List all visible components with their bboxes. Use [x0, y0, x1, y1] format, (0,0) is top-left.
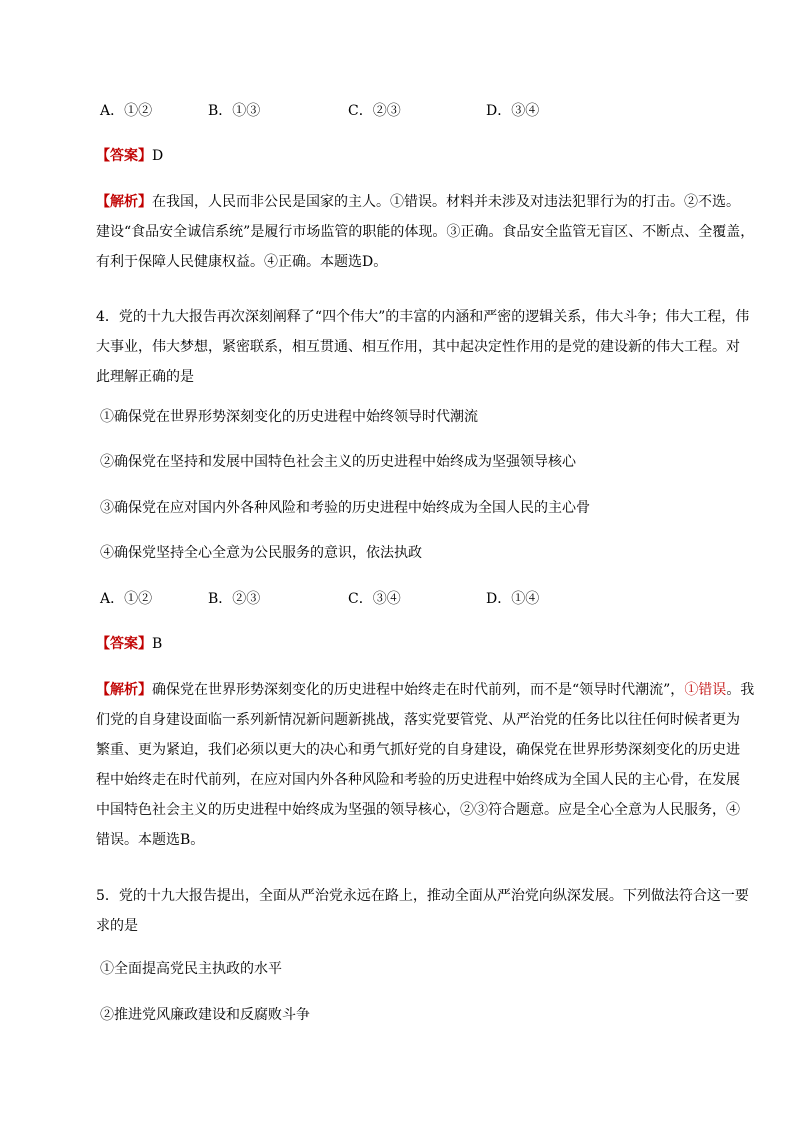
q4-option-a: A．①②: [100, 591, 153, 607]
q4-stem-line: 大事业，伟大梦想，紧密联系，相互贯通、相互作用，其中起决定性作用的是党的建设新的伟大工程。对: [96, 339, 740, 355]
q3-option-a: A．①②: [100, 103, 153, 119]
analysis-line: 建设“食品安全诚信系统”是履行市场监管的职能的体现。③正确。食品安全监管无盲区、不断点、全覆盖，: [96, 224, 755, 240]
analysis-tag: 【解析】: [96, 682, 152, 698]
analysis-line: 错误。本题选B。: [96, 832, 205, 848]
q5-stem: [96, 881, 749, 941]
analysis-highlight: ①错误: [684, 682, 727, 698]
analysis-line: 们党的自身建设面临一系列新情况新问题新挑战，落实党要管党、从严治党的任务比以往任何时候者更为: [96, 712, 740, 728]
q4-stem-line: 4．党的十九大报告再次深刻阐释了“四个伟大”的丰富的内涵和严密的逻辑关系，伟大斗争；伟大工程，伟: [96, 309, 750, 325]
q3-option-d: D．③④: [486, 103, 540, 119]
q3-options: [100, 101, 700, 121]
analysis-tag: 【解析】: [96, 194, 152, 210]
q5-stem-line: 求的是: [96, 918, 138, 934]
analysis-line: 繁重、更为紧迫，我们必须以更大的决心和勇气抓好党的自身建设，确保党在世界形势深刻变化的历史进: [96, 742, 740, 758]
q4-answer: [96, 634, 162, 654]
q4-options: [100, 589, 700, 609]
q4-option-b: B．②③: [208, 591, 261, 607]
q4-item-3: ③确保党在应对国内外各种风险和考验的历史进程中始终成为全国人民的主心骨: [100, 500, 590, 516]
q4-stem: [96, 302, 750, 392]
analysis-text: 。我: [726, 682, 755, 698]
q5-item-2: ②推进党风廉政建设和反腐败斗争: [100, 1007, 310, 1023]
answer-value: B: [152, 636, 163, 652]
q3-option-b: B．①③: [208, 103, 261, 119]
q4-option-c: C．③④: [348, 591, 401, 607]
q4-analysis: [96, 675, 755, 855]
q4-option-d: D．①④: [486, 591, 540, 607]
analysis-line: 中国特色社会主义的历史进程中始终成为坚强的领导核心，②③符合题意。应是全心全意为人民服务，④: [96, 802, 740, 818]
q3-answer: [96, 146, 163, 166]
q3-analysis: [96, 187, 755, 277]
q5-stem-line: 5．党的十九大报告提出，全面从严治党永远在路上，推动全面从严治党向纵深发展。下列做法符合这一要: [96, 888, 749, 904]
q4-item-2: ②确保党在坚持和发展中国特色社会主义的历史进程中始终成为坚强领导核心: [100, 454, 576, 470]
answer-tag: 【答案】: [96, 148, 152, 164]
answer-value: D: [152, 148, 164, 164]
analysis-text: 确保党在世界形势深刻变化的历史进程中始终走在时代前列，而不是“领导时代潮流”，: [152, 682, 685, 698]
answer-tag: 【答案】: [96, 636, 152, 652]
analysis-line: 有利于保障人民健康权益。④正确。本题选D。: [96, 254, 388, 270]
analysis-line: 程中始终走在时代前列，在应对国内外各种风险和考验的历史进程中始终成为全国人民的主心骨，在发展: [96, 772, 740, 788]
q3-option-c: C．②③: [348, 103, 401, 119]
q4-item-4: ④确保党坚持全心全意为公民服务的意识，依法执政: [100, 545, 422, 561]
q5-item-1: ①全面提高党民主执政的水平: [100, 961, 282, 977]
q4-item-1: ①确保党在世界形势深刻变化的历史进程中始终领导时代潮流: [100, 409, 478, 425]
q4-stem-line: 此理解正确的是: [96, 369, 194, 385]
analysis-line: 在我国，人民而非公民是国家的主人。①错误。材料并未涉及对违法犯罪行为的打击。②不选。: [152, 194, 740, 210]
